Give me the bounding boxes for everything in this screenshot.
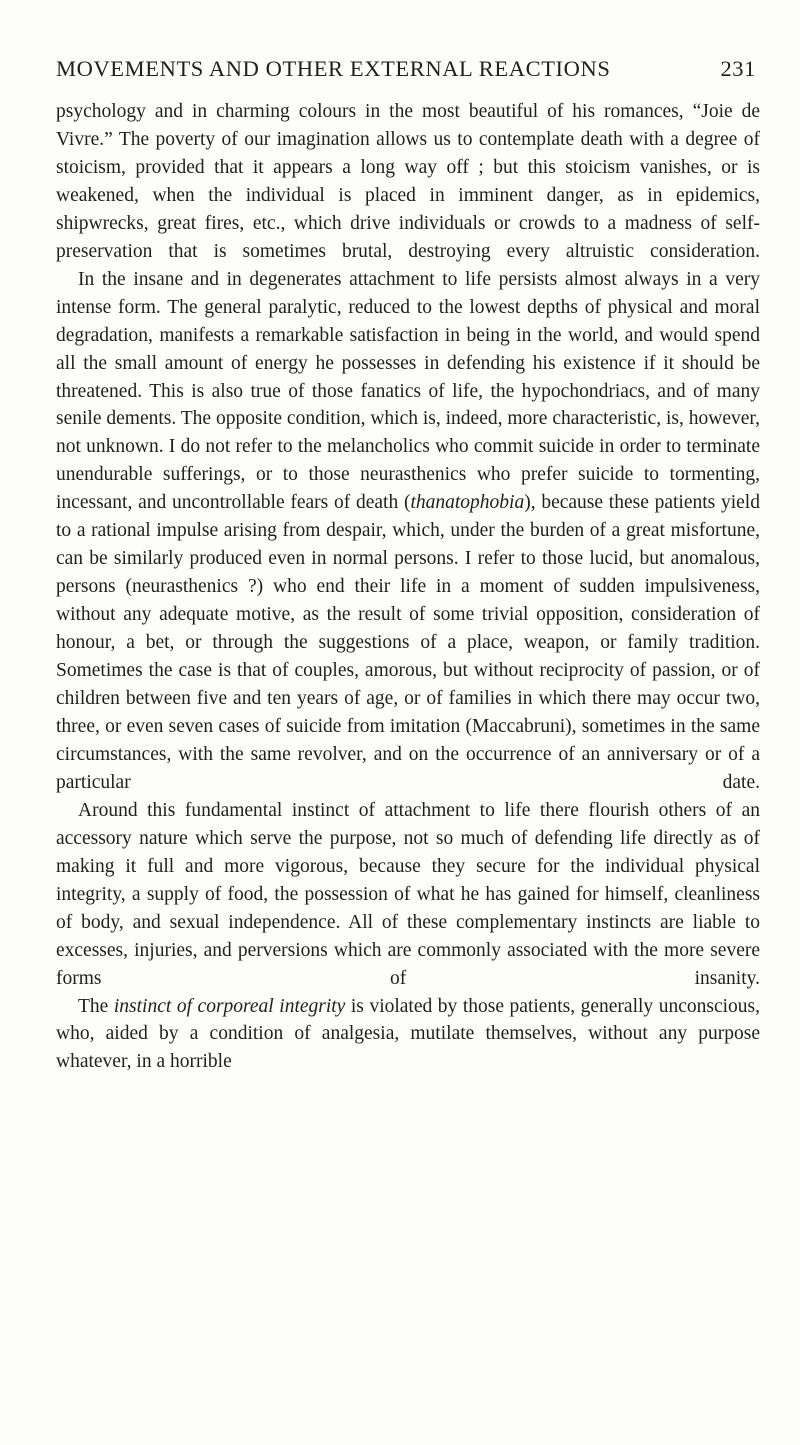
paragraph-text: Around this fundamental instinct of attachment to life there flourish others of an accessory nature which serve the purpose, not so much of defending life directly as of making it full and more vigorous, because they secure for the individual physical integrity, a supply of food, the possession of what he has gained for himself, cleanliness of body, and sexual independence. All of these complementary instincts are liable to excesses, injuries, and perversions which are commonly associated with the more severe forms of insanity. <box>56 799 760 989</box>
paragraph-text: The <box>78 995 114 1017</box>
italic-term-thanatophobia: thanatophobia <box>410 492 525 514</box>
paragraph-text: psychology and in charming colours in the most beautiful of his romances, “Joie de Vivre.” The poverty of our imagination allows us to contemplate death with a degree of stoicism, provided that it appears a long way off ; but this stoicism vanishes, or is weakened, when the individual is placed in imminent danger, as in epidemics, shipwrecks, great fires, etc., which drive individuals or crowds to a madness of self-preservation that is sometimes brutal, destroying every altruistic consideration. <box>56 101 760 262</box>
paragraph-1 <box>56 98 760 266</box>
paragraph-text: In the insane and in degenerates attachment to life persists almost always in a very intense form. The general paralytic, reduced to the lowest depths of physical and moral degradation, manifests a remarkable satisfaction in being in the world, and would spend all the small amount of energy he possesses in defending his existence if it should be threatened. This is also true of those fanatics of life, the hypochondriacs, and of many senile dements. The opposite condition, which is, indeed, more characteristic, is, however, not unknown. I do not refer to the melancholics who commit suicide in order to terminate unendurable sufferings, or to those neurasthenics who prefer suicide to tormenting, incessant, and uncontrollable fears of death ( <box>56 268 760 514</box>
running-title: MOVEMENTS AND OTHER EXTERNAL REACTIONS <box>56 56 611 81</box>
page-number: 231 <box>720 56 756 81</box>
paragraph-3 <box>56 797 760 993</box>
italic-term-corporeal-integrity: instinct of corporeal integrity <box>113 995 346 1017</box>
body-text <box>56 98 760 1076</box>
paragraph-2 <box>56 266 760 797</box>
paragraph-4 <box>56 993 760 1077</box>
paragraph-text: ), because these patients yield to a rational impulse arising from despair, which, under the burden of a great misfortune, can be similarly produced even in normal persons. I refer to those lucid, but anomalous, persons (neurasthenics ?) who end their life in a moment of sudden impulsiveness, without any adequate motive, as the result of some trivial opposition, consideration of honour, a bet, or through the suggestions of a place, weapon, or family tradition. Sometimes the case is that of couples, amorous, but without reciprocity of passion, or of children between five and ten years of age, or of families in which there may occur two, three, or even seven cases of suicide from imitation (Maccabruni), sometimes in the same circumstances, with the same revolver, and on the occurrence of an anniversary or of a particular date. <box>56 492 760 793</box>
running-header <box>56 56 756 96</box>
paragraph-text: is violated by those patients, generally unconscious, who, aided by a condition of analgesia, mutilate themselves, without any purpose whatever, in a horrible <box>56 995 760 1073</box>
